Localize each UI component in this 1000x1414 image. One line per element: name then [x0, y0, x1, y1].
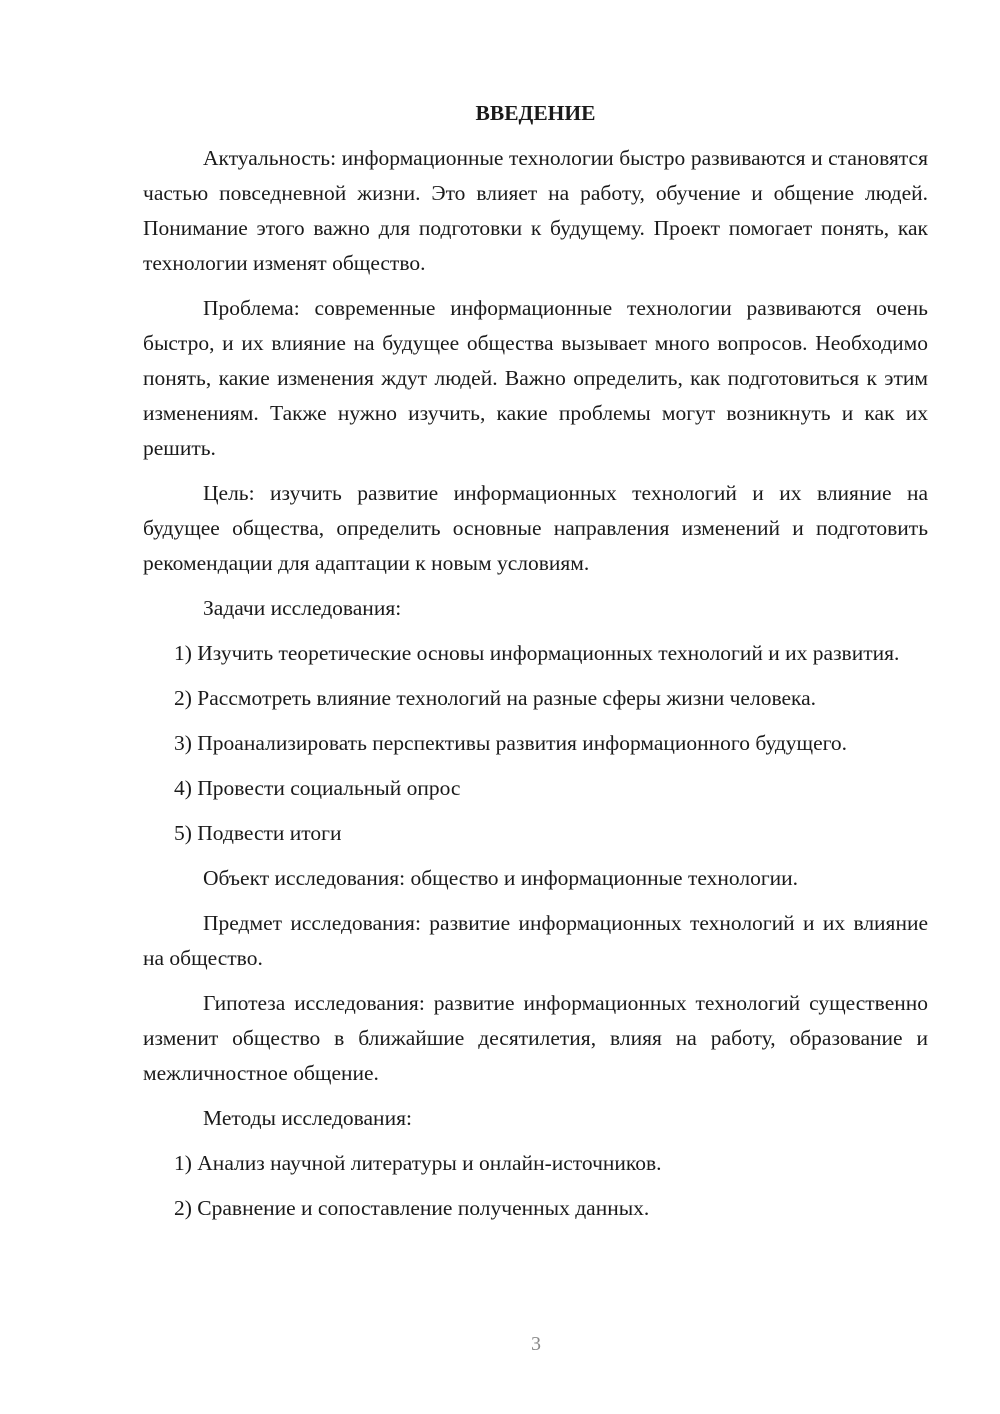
- method-item: 2) Сравнение и сопоставление полученных данных.: [174, 1196, 650, 1220]
- relevance-paragraph: Актуальность: информационные технологии быстро развиваются и становятся частью повседневной жизни. Это влияет на работу, обучение и общение людей. Понимание этого важно для подготовки к будущему. Проект помогает понять, как технологии изменят общество.: [143, 146, 928, 275]
- task-item: 1) Изучить теоретические основы информационных технологий и их развития.: [174, 641, 900, 665]
- goal-paragraph: Цель: изучить развитие информационных технологий и их влияние на будущее общества, определить основные направления изменений и подготовить рекомендации для адаптации к новым условиям.: [143, 481, 928, 575]
- problem-paragraph: Проблема: современные информационные технологии развиваются очень быстро, и их влияние на будущее общества вызывает много вопросов. Необходимо понять, какие изменения ждут людей. Важно определить, как подготовиться к этим изменениям. Также нужно изучить, какие проблемы могут возникнуть и как их решить.: [143, 296, 928, 460]
- tasks-heading: Задачи исследования:: [203, 596, 402, 620]
- task-item: 2) Рассмотреть влияние технологий на разные сферы жизни человека.: [174, 686, 817, 710]
- task-item: 4) Провести социальный опрос: [174, 776, 461, 800]
- page-number: 3: [531, 1333, 541, 1355]
- document-page: [143, 96, 928, 1236]
- method-item: 1) Анализ научной литературы и онлайн-источников.: [174, 1151, 662, 1175]
- task-item: 3) Проанализировать перспективы развития информационного будущего.: [174, 731, 848, 755]
- task-item: 5) Подвести итоги: [174, 821, 342, 845]
- hypothesis-paragraph: Гипотеза исследования: развитие информационных технологий существенно изменит общество в ближайшие десятилетия, влияя на работу, образование и межличностное общение.: [143, 991, 928, 1085]
- object-paragraph: Объект исследования: общество и информационные технологии.: [203, 866, 799, 890]
- methods-heading: Методы исследования:: [203, 1106, 412, 1130]
- subject-paragraph: Предмет исследования: развитие информационных технологий и их влияние на общество.: [143, 911, 928, 970]
- page-title: ВВЕДЕНИЕ: [475, 101, 596, 125]
